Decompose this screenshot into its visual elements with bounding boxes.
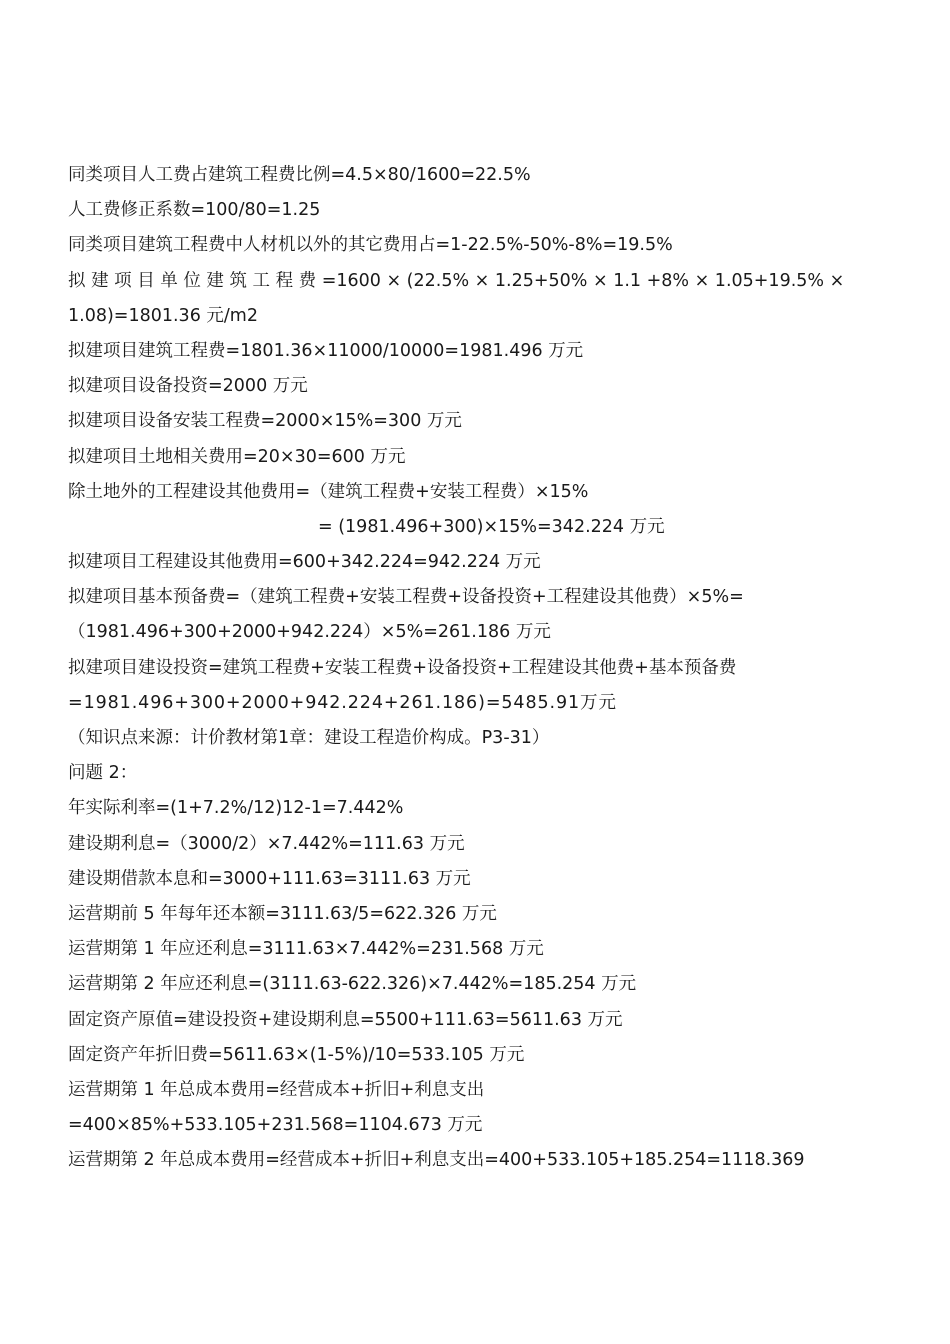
text-line: 建设期利息=（3000/2）×7.442%=111.63 万元	[68, 833, 465, 854]
text-line: 同类项目人工费占建筑工程费比例=4.5×80/1600=22.5%	[68, 165, 531, 185]
text-line: 固定资产原值=建设投资+建设期利息=5500+111.63=5611.63 万元	[68, 1009, 623, 1030]
text-line: 1.08)=1801.36 元/m2	[68, 305, 258, 326]
text-line: 运营期第 2 年总成本费用=经营成本+折旧+利息支出=400+533.105+185.254=1118.369	[68, 1150, 805, 1171]
text-line: 拟建项目建设投资=建筑工程费+安装工程费+设备投资+工程建设其他费+基本预备费	[68, 657, 737, 678]
text-line: 拟建项目建筑工程费=1801.36×11000/10000=1981.496 万元	[68, 340, 584, 361]
document-body	[68, 158, 848, 1178]
text-line: =400×85%+533.105+231.568=1104.673 万元	[68, 1115, 483, 1136]
text-line: （1981.496+300+2000+942.224）×5%=261.186 万元	[68, 622, 551, 643]
text-line: 拟 建 项 目 单 位 建 筑 工 程 费 =1600 × (22.5% × 1.25+50% × 1.1 +8% × 1.05+19.5% ×	[68, 270, 845, 291]
text-line: 人工费修正系数=100/80=1.25	[68, 200, 321, 221]
text-line: 除土地外的工程建设其他费用=（建筑工程费+安装工程费）×15%	[68, 481, 589, 502]
text-line: = (1981.496+300)×15%=342.224 万元	[318, 516, 665, 537]
text-line: 固定资产年折旧费=5611.63×(1-5%)/10=533.105 万元	[68, 1044, 525, 1065]
text-line: 年实际利率=(1+7.2%/12)12-1=7.442%	[68, 798, 404, 819]
text-line: 拟建项目设备安装工程费=2000×15%=300 万元	[68, 411, 462, 432]
text-line: （知识点来源：计价教材第1章：建设工程造价构成。P3-31）	[68, 728, 550, 748]
text-line: 拟建项目工程建设其他费用=600+342.224=942.224 万元	[68, 552, 541, 573]
text-line: 建设期借款本息和=3000+111.63=3111.63 万元	[68, 868, 471, 889]
text-line: 问题 2：	[68, 763, 138, 784]
text-line: 运营期第 2 年应还利息=(3111.63-622.326)×7.442%=185.254 万元	[68, 974, 637, 995]
text-line: 拟建项目基本预备费=（建筑工程费+安装工程费+设备投资+工程建设其他费）×5%=	[68, 587, 744, 608]
text-line: 运营期第 1 年应还利息=3111.63×7.442%=231.568 万元	[68, 939, 544, 960]
text-line: 同类项目建筑工程费中人材机以外的其它费用占=1-22.5%-50%-8%=19.5%	[68, 235, 673, 256]
text-line: 拟建项目土地相关费用=20×30=600 万元	[68, 446, 406, 467]
text-line: 运营期第 1 年总成本费用=经营成本+折旧+利息支出	[68, 1079, 485, 1100]
text-line: 运营期前 5 年每年还本额=3111.63/5=622.326 万元	[68, 903, 497, 924]
text-line: 拟建项目设备投资=2000 万元	[68, 376, 308, 397]
text-line: =1981.496+300+2000+942.224+261.186)=5485.91万元	[68, 692, 617, 713]
